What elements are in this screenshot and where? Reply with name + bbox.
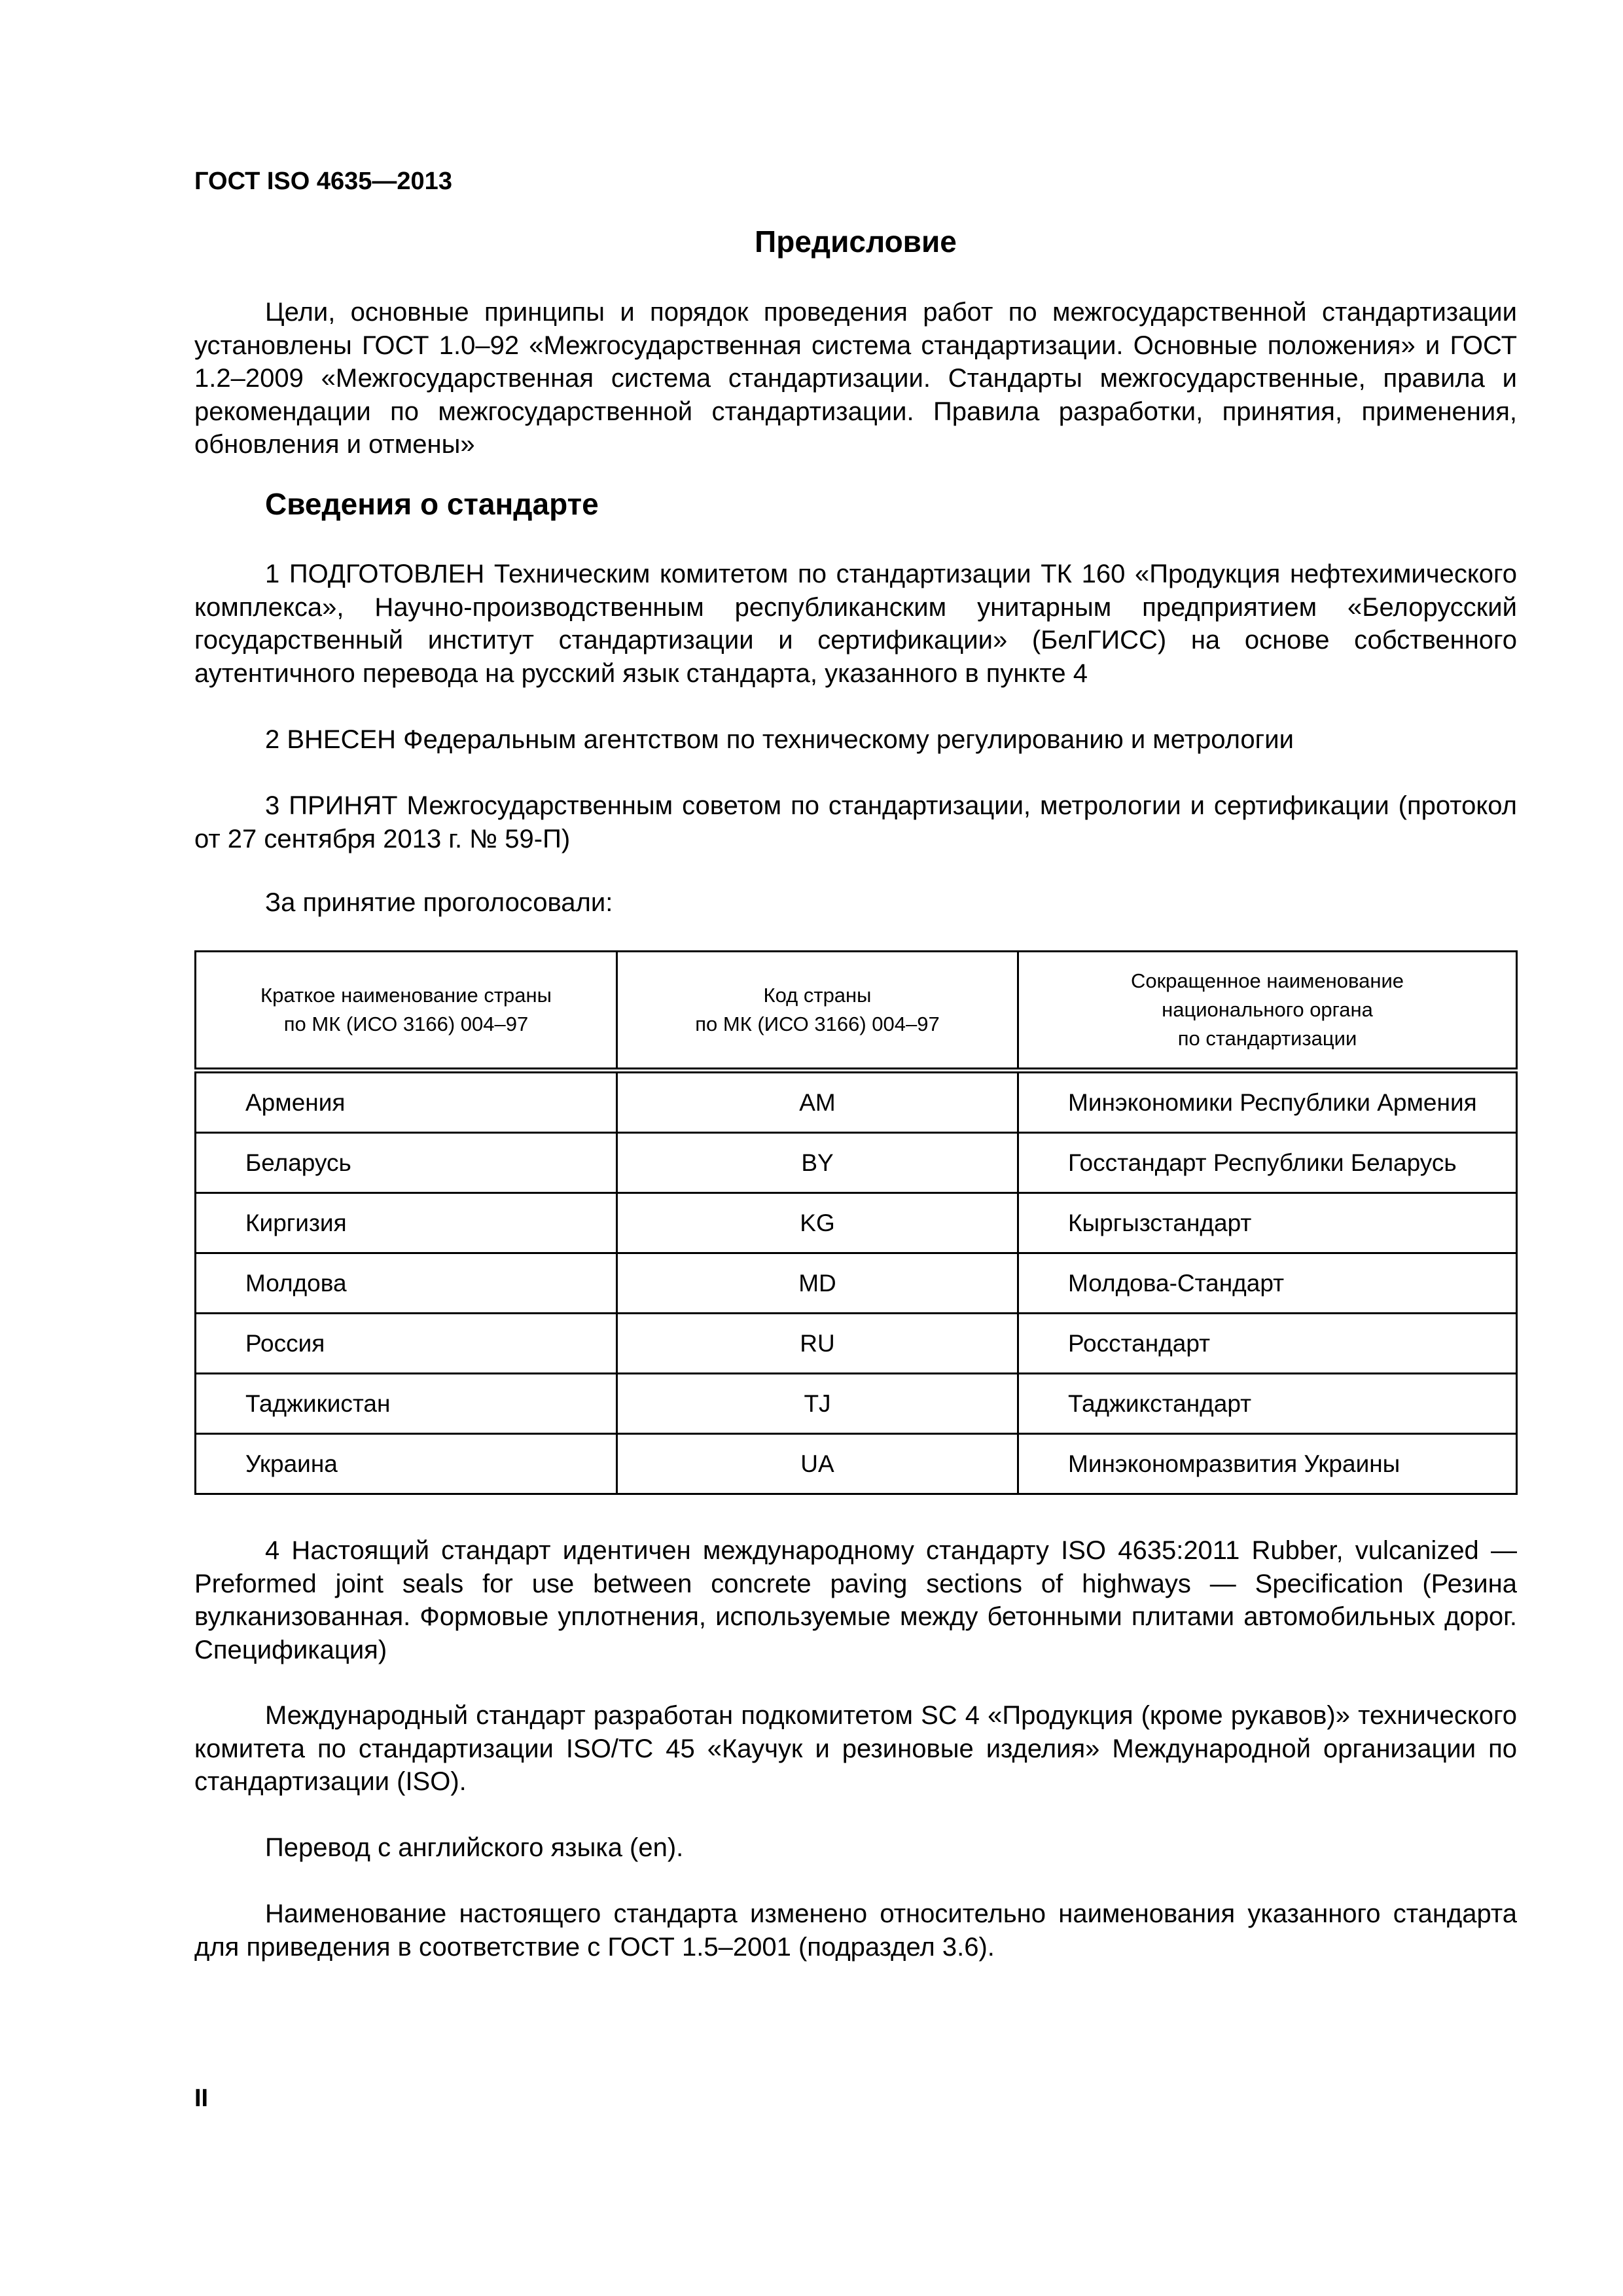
body-cell: Минэкономразвития Украины — [1018, 1434, 1517, 1494]
page-number: II — [194, 2085, 209, 2112]
table-header-row — [196, 952, 1517, 1071]
header-country: Краткое наименование страны по МК (ИСО 3166) 004–97 — [196, 952, 617, 1071]
table-row — [196, 1071, 1517, 1133]
country-cell: Беларусь — [196, 1133, 617, 1193]
country-cell: Россия — [196, 1314, 617, 1374]
country-cell: Таджикистан — [196, 1374, 617, 1434]
page-title: Предисловие — [755, 224, 957, 259]
table-row — [196, 1193, 1517, 1253]
voting-table — [194, 950, 1518, 1495]
table-row — [196, 1253, 1517, 1314]
item-2: 2 ВНЕСЕН Федеральным агентством по техническому регулированию и метрологии — [265, 725, 1294, 754]
code-cell: RU — [617, 1314, 1018, 1374]
body-cell: Молдова-Стандарт — [1018, 1253, 1517, 1314]
code-cell: TJ — [617, 1374, 1018, 1434]
code-cell: AM — [617, 1071, 1018, 1133]
country-cell: Молдова — [196, 1253, 617, 1314]
translation-paragraph: Перевод с английского языка (en). — [265, 1833, 684, 1862]
table-row — [196, 1374, 1517, 1434]
item-4: 4 Настоящий стандарт идентичен международному стандарту ISO 4635:2011 Rubber, vulcanized — Preformed joint seals for use between concrete paving sections of highways — Specification (Резина вулканизованная. Формовые уплотнения, используемые между бетонными плитами автомобильных дорог. Спецификация) — [194, 1536, 1517, 1664]
body-cell: Минэкономики Республики Армения — [1018, 1071, 1517, 1133]
code-cell: KG — [617, 1193, 1018, 1253]
intl-standard-paragraph: Международный стандарт разработан подкомитетом SC 4 «Продукция (кроме рукавов)» технического комитета по стандартизации ISO/TC 45 «Каучук и резиновые изделия» Международной организации по стандартизации (ISO). — [194, 1701, 1517, 1796]
code-cell: BY — [617, 1133, 1018, 1193]
voted-label: За принятие проголосовали: — [265, 888, 613, 917]
intro-paragraph: Цели, основные принципы и порядок проведения работ по межгосударственной стандартизации установлены ГОСТ 1.0–92 «Межгосударственная система стандартизации. Основные положения» и ГОСТ 1.2–2009 «Межгосударственная система стандартизации. Стандарты межгосударственные, правила и рекомендации по межгосударственной стандартизации. Правила разработки, принятия, применения, обновления и отмены» — [194, 298, 1517, 459]
item-3: 3 ПРИНЯТ Межгосударственным советом по стандартизации, метрологии и сертификации (протокол от 27 сентября 2013 г. № 59-П) — [194, 791, 1517, 853]
body-cell: Росстандарт — [1018, 1314, 1517, 1374]
code-cell: MD — [617, 1253, 1018, 1314]
country-cell: Украина — [196, 1434, 617, 1494]
item-1: 1 ПОДГОТОВЛЕН Техническим комитетом по стандартизации ТК 160 «Продукция нефтехимического комплекса», Научно-производственным республиканским унитарным предприятием «Белорусский государственный институт стандартизации и сертификации» (БелГИСС) на основе собственного аутентичного перевода на русский язык стандарта, указанного в пункте 4 — [194, 560, 1517, 688]
country-cell: Киргизия — [196, 1193, 617, 1253]
country-cell: Армения — [196, 1071, 617, 1133]
naming-paragraph: Наименование настоящего стандарта изменено относительно наименования указанного стандарта для приведения в соответствие с ГОСТ 1.5–2001 (подраздел 3.6). — [194, 1899, 1517, 1962]
body-cell: Кыргызстандарт — [1018, 1193, 1517, 1253]
header-code: Код страны по МК (ИСО 3166) 004–97 — [617, 952, 1018, 1071]
section-title: Сведения о стандарте — [265, 487, 599, 521]
code-cell: UA — [617, 1434, 1018, 1494]
body-cell: Таджикстандарт — [1018, 1374, 1517, 1434]
table-row — [196, 1434, 1517, 1494]
table-row — [196, 1133, 1517, 1193]
body-cell: Госстандарт Республики Беларусь — [1018, 1133, 1517, 1193]
table-row — [196, 1314, 1517, 1374]
header-body: Сокращенное наименование национального органа по стандартизации — [1018, 952, 1517, 1071]
document-header: ГОСТ ISO 4635—2013 — [194, 168, 452, 195]
